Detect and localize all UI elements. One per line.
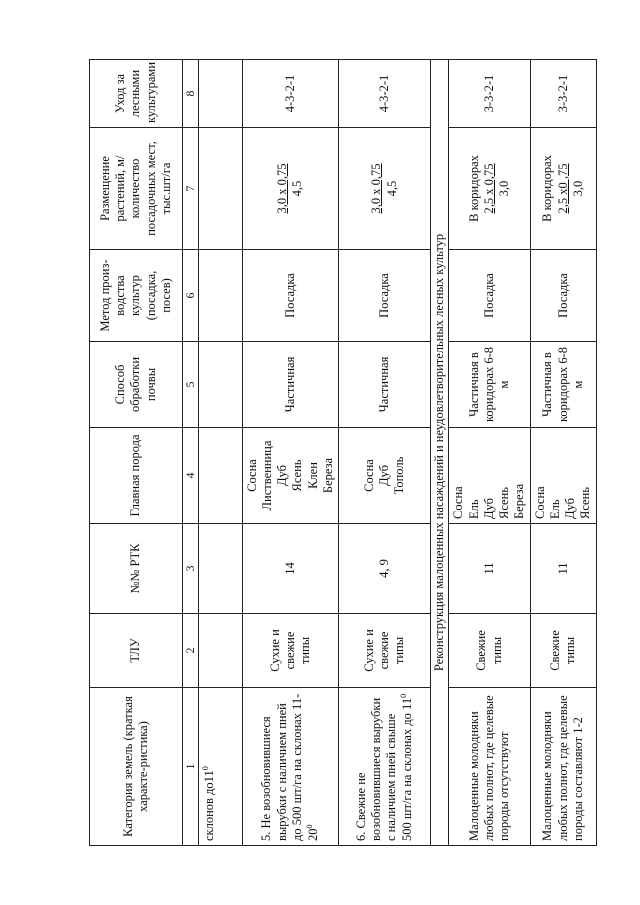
- header-care: Уход за лесными культурами: [90, 60, 183, 128]
- tlu-cell: Свежие типы: [530, 614, 596, 688]
- header-method: Метод произ-водства культур (посадка, посев): [90, 250, 183, 342]
- col-number: 2: [183, 614, 199, 688]
- rtk-cell: 11: [530, 524, 596, 614]
- header-soil: Способ обработки почвы: [90, 342, 183, 428]
- placement-cell: 3,0 х 0,75 4,5: [339, 128, 431, 250]
- soil-cell: Частичная: [242, 342, 339, 428]
- header-tlu: ТЛУ: [90, 614, 183, 688]
- species-cell: Сосна Ель Дуб Ясень Береза: [449, 428, 530, 524]
- col-number: 8: [183, 60, 199, 128]
- col-number: 7: [183, 128, 199, 250]
- rtk-cell: 11: [449, 524, 530, 614]
- placement-cell: В коридорах 2,5 х0 ,75 3,0: [530, 128, 596, 250]
- soil-cell: Частичная: [339, 342, 431, 428]
- col-number: 1: [183, 688, 199, 846]
- placement-cell: 3,0 х 0,75 4,5: [242, 128, 339, 250]
- method-cell: Посадка: [242, 250, 339, 342]
- col-number: 4: [183, 428, 199, 524]
- method-cell: Посадка: [530, 250, 596, 342]
- species-cell: Сосна Лиственница Дуб Ясень Клен Береза: [242, 428, 339, 524]
- soil-cell: Частичная в коридорах 6-8 м: [530, 342, 596, 428]
- table-row: [339, 60, 431, 846]
- method-cell: Посадка: [339, 250, 431, 342]
- col-number: 3: [183, 524, 199, 614]
- section-title-row: [431, 60, 449, 846]
- header-rtk: №№ РТК: [90, 524, 183, 614]
- carry-over-row: [198, 60, 242, 846]
- category-cell: Малоценные молодняки любых полнот, где целевые породы отсутствуют: [449, 688, 530, 846]
- care-cell: 3-3-2-1: [449, 60, 530, 128]
- tlu-cell: Сухие и свежие типы: [339, 614, 431, 688]
- category-cell: 5. Не возобновившиеся вырубки с наличием пней до 500 шт/га на склонах $11-20^0$: [242, 688, 339, 846]
- tlu-cell: Сухие и свежие типы: [242, 614, 339, 688]
- header-placement: Размещение растений, м/количество посадочных мест, тыс.шт/га: [90, 128, 183, 250]
- rtk-cell: 14: [242, 524, 339, 614]
- header-species: Главная порода: [90, 428, 183, 524]
- placement-cell: В коридорах 2,5 х 0,75 3,0: [449, 128, 530, 250]
- category-cell: 6. Свежие не возобновившиеся вырубки с наличием пней свыше 500 шт/га на склонах до $11^0$: [339, 688, 431, 846]
- table-row: [449, 60, 530, 846]
- species-cell: Сосна Ель Дуб Ясень: [530, 428, 596, 524]
- header-row: [90, 60, 183, 846]
- table-row: [530, 60, 596, 846]
- care-cell: 4-3-2-1: [242, 60, 339, 128]
- method-cell: Посадка: [449, 250, 530, 342]
- col-number: 6: [183, 250, 199, 342]
- section-title: Реконструкция малоценных насаждений и неудовлетворительных лесных культур: [431, 60, 449, 846]
- forest-culture-table: [89, 59, 597, 846]
- column-number-row: [183, 60, 199, 846]
- col-number: 5: [183, 342, 199, 428]
- header-category: Категория земель (краткая характе-ристика): [90, 688, 183, 846]
- table-row: [242, 60, 339, 846]
- soil-cell: Частичная в коридорах 6-8 м: [449, 342, 530, 428]
- species-cell: Сосна Дуб Тополь: [339, 428, 431, 524]
- carry-over-text: склонов $до11^0$: [198, 688, 242, 846]
- category-cell: Малоценные молодняки любых полнот, где целевые породы составляют 1-2: [530, 688, 596, 846]
- rotated-table-page: [89, 60, 593, 846]
- rtk-cell: 4, 9: [339, 524, 431, 614]
- care-cell: 3-3-2-1: [530, 60, 596, 128]
- care-cell: 4-3-2-1: [339, 60, 431, 128]
- tlu-cell: Свежие типы: [449, 614, 530, 688]
